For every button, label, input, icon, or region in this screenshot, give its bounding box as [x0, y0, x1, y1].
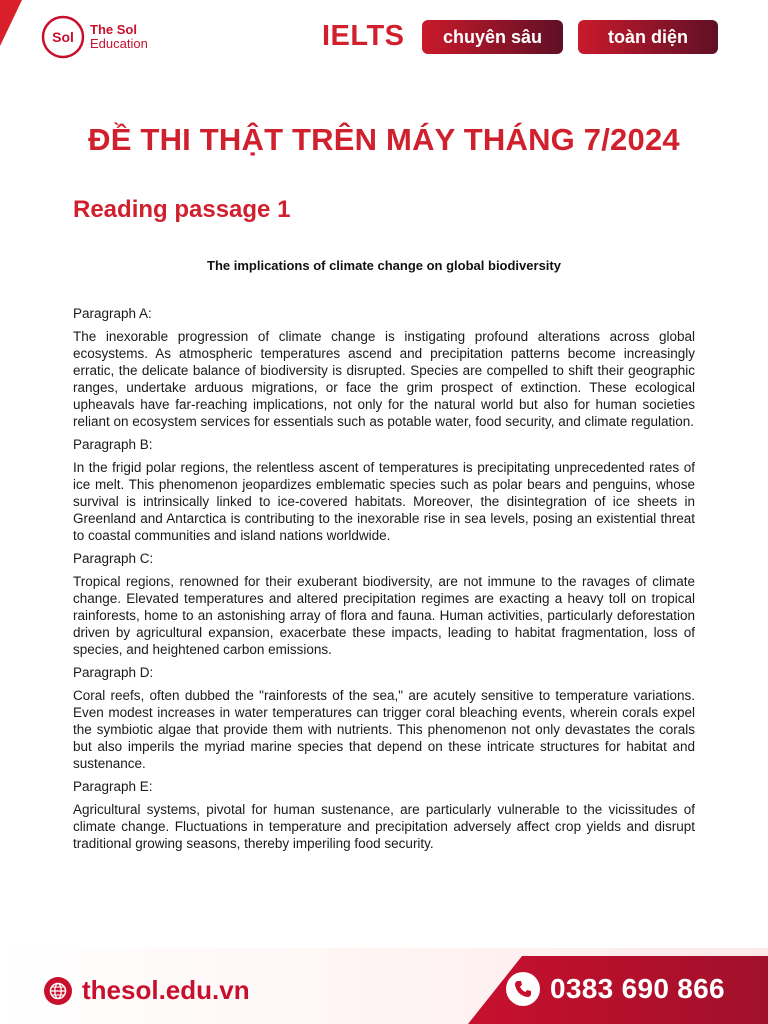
website-link[interactable]	[44, 975, 250, 1006]
paragraph-text: The inexorable progression of climate change is instigating profound alterations across global ecosystems. As atmospheric temperatures ascend and precipitation patterns become increasingly erratic, the delicate balance of biodiversity is disrupted. Species are compelled to shift their geographic ranges, undertake arduous migrations, or face the grim prospect of extinction. These ecological upheavals have far-reaching implications, not only for the natural world but also for human societies reliant on ecosystem services for essentials such as potable water, food security, and climate regulation.	[73, 329, 695, 429]
tag-chuyen-sau: chuyên sâu	[422, 20, 563, 54]
paragraph-label: Paragraph D:	[73, 665, 154, 680]
passage-content	[73, 305, 695, 858]
section-title: Reading passage 1	[73, 196, 291, 223]
paragraph-label: Paragraph C:	[73, 551, 154, 566]
page-header	[0, 0, 768, 70]
phone-icon	[506, 972, 540, 1006]
phone-link[interactable]	[506, 972, 725, 1006]
ielts-label: IELTS	[322, 20, 405, 52]
paragraph-text: Agricultural systems, pivotal for human sustenance, are particularly vulnerable to the vicissitudes of climate change. Fluctuations in temperature and precipitation adversely affect crop yields and disrupt traditional growing seasons, thereby imperiling food security.	[73, 802, 695, 851]
page-footer	[0, 948, 768, 1024]
paragraph-label: Paragraph A:	[73, 306, 152, 321]
paragraph-label: Paragraph B:	[73, 437, 153, 452]
sol-logo-icon	[40, 14, 86, 60]
logo-sub: Education	[90, 36, 148, 51]
paragraph-text: Coral reefs, often dubbed the "rainforests of the sea," are acutely sensitive to temperature variations. Even modest increases in water temperatures can trigger coral bleaching events, wherein corals expel the symbiotic algae that provide them with nutrients. This phenomenon not only devastates the corals but also imperils the myriad marine species that depend on these intricate structures for habitat and sustenance.	[73, 688, 695, 771]
paragraph-text: Tropical regions, renowned for their exuberant biodiversity, are not immune to the ravages of climate change. Elevated temperatures and altered precipitation regimes are exacting a heavy toll on tropical rainforests, home to an astonishing array of flora and fauna. Human activities, particularly deforestation driven by agricultural expansion, exacerbate these impacts, leading to habitat fragmentation, loss of species, and heightened carbon emissions.	[73, 574, 695, 657]
tag-toan-dien: toàn diện	[578, 20, 718, 54]
svg-text:Sol: Sol	[52, 29, 74, 45]
website-text: thesol.edu.vn	[82, 975, 250, 1005]
passage-title: The implications of climate change on global biodiversity	[207, 258, 561, 273]
logo-name: The Sol	[90, 22, 137, 37]
paragraph-text: In the frigid polar regions, the relentless ascent of temperatures is precipitating unprecedented rates of ice melt. This phenomenon jeopardizes emblematic species such as polar bears and penguins, whose survival is intrinsically linked to ice-covered habitats. Moreover, the disintegration of ice sheets in Greenland and Antarctica is contributing to the inexorable rise in sea levels, posing an existential threat to coastal communities and island nations worldwide.	[73, 460, 695, 543]
logo-text	[90, 23, 148, 51]
paragraph-label: Paragraph E:	[73, 779, 153, 794]
globe-icon	[44, 977, 72, 1005]
main-title: ĐỀ THI THẬT TRÊN MÁY THÁNG 7/2024	[88, 122, 680, 157]
brand-logo[interactable]	[40, 14, 148, 60]
phone-number: 0383 690 866	[550, 973, 725, 1004]
